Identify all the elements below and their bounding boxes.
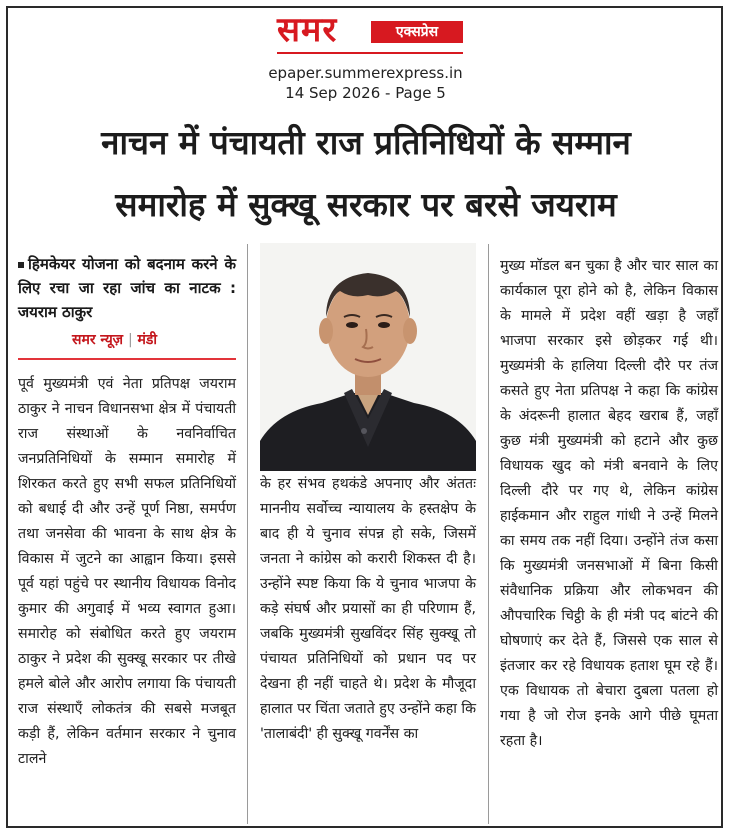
lead-rule bbox=[18, 358, 236, 360]
headline-line-2: समारोह में सुक्खू सरकार पर बरसे जयराम bbox=[115, 185, 617, 224]
column-divider bbox=[247, 244, 248, 824]
bullet-square-icon bbox=[18, 262, 24, 268]
headline-line-1: नाचन में पंचायती राज प्रतिनिधियों के सम्मान bbox=[101, 123, 631, 162]
masthead-underline bbox=[277, 52, 463, 54]
column-3-text: मुख्य मॉडल बन चुका है और चार साल का कार्यकाल पूरा होने को है, लेकिन विकास के मामले में प्रदेश वहीं खड़ा है जहाँ भाजपा सरकार इसे छोड़कर गई थी। मुख्यमंत्री के हालिया दिल्ली दौरे पर तंज कसते हुए नेता प्रतिपक्ष ने कहा कि कांग्रेस के अंदरूनी हालात बेहद खराब हैं, जहाँ कुछ मंत्री मुख्यमंत्री को हटाने और कुछ विधायक खुद को मंत्री बनवाने के लिए दिल्ली दौरे पर गए थे, लेकिन कांग्रेस हाईकमान और राहुल गांधी ने उन्हें मिलने का समय तक नहीं दिया। उन्होंने तंज कसा कि मुख्यमंत्री जनसभाओं में बिना किसी संवैधानिक प्रक्रिया और लोकभवन की औपचारिक चिट्ठी के ही मंत्री पद बांटने की घोषणाएं कर देते हैं, जिससे एक साल से इंतजार कर रहे विधायक हताश घूम रहे हैं। एक विधायक तो बेचारा दुबला पतला हो गया है जो रोज इनके आगे पीछे घूमता रहता है। bbox=[500, 258, 718, 749]
lead-block bbox=[18, 252, 236, 352]
portrait-photo bbox=[260, 243, 476, 471]
article-column-3 bbox=[500, 254, 718, 754]
byline-separator: | bbox=[127, 332, 133, 348]
column-divider bbox=[488, 244, 489, 824]
portrait-photo-icon bbox=[260, 243, 476, 471]
lead-text-content: हिमकेयर योजना को बदनाम करने के लिए रचा जा रहा जांच का नाटक : जयराम ठाकुर bbox=[18, 255, 236, 321]
source-url: epaper.summerexpress.in bbox=[268, 64, 463, 82]
masthead-tag: एक्सप्रेस bbox=[371, 21, 463, 43]
byline-place: मंडी bbox=[137, 332, 158, 348]
column-2-text: के हर संभव हथकंडे अपनाए और अंततः माननीय सर्वोच्च न्यायालय के हस्तक्षेप के बाद ही ये चुनाव संपन्न हो सके, जिसमें जनता ने कांग्रेस को करारी शिकस्त दी है। उन्होंने स्पष्ट किया कि ये चुनाव भाजपा के कड़े संघर्ष और प्रयासों का ही परिणाम हैं, जबकि मुख्यमंत्री सुखविंदर सिंह सुक्खू तो पंचायत प्रतिनिधियों को प्रधान पद पर देखना ही नहीं चाहते थे। प्रदेश के मौजूदा हालात पर चिंता जताते हुए उन्होंने कहा कि 'तालाबंदी' ही सुक्खू गवर्नेंस का bbox=[260, 476, 476, 742]
masthead-logo bbox=[277, 8, 463, 54]
column-1-text: पूर्व मुख्यमंत्री एवं नेता प्रतिपक्ष जयराम ठाकुर ने नाचन विधानसभा क्षेत्र में पंचायती राज संस्थाओं के नवनिर्वाचित जनप्रतिनिधियों के सम्मान समारोह में शिरकत करते हुए सभी सफल प्रतिनिधियों को बधाई दी और उन्हें पूर्ण निष्ठा, समर्पण तथा जनसेवा की भावना के साथ क्षेत्र के विकास में जुटने का आह्वान किया। इससे पूर्व यहां पहुंचे पर स्थानीय विधायक विनोद कुमार की अगुवाई में भव्य स्वागत हुआ। समारोह को संबोधित करते हुए जयराम ठाकुर ने प्रदेश की सुक्खू सरकार पर तीखे हमले बोले और आरोप लगाया कि पंचायती राज संस्थाएँ लोकतंत्र की सबसे मजबूत कड़ी हैं, लेकिन वर्तमान सरकार ने चुनाव टालने bbox=[18, 376, 236, 767]
byline bbox=[18, 328, 236, 352]
date-page: 14 Sep 2026 - Page 5 bbox=[285, 84, 446, 102]
masthead-name: समर bbox=[277, 10, 338, 50]
byline-agency: समर न्यूज़ bbox=[72, 332, 124, 348]
article-column-1 bbox=[18, 372, 236, 772]
lead-text bbox=[18, 252, 236, 324]
article-column-2 bbox=[260, 472, 476, 747]
